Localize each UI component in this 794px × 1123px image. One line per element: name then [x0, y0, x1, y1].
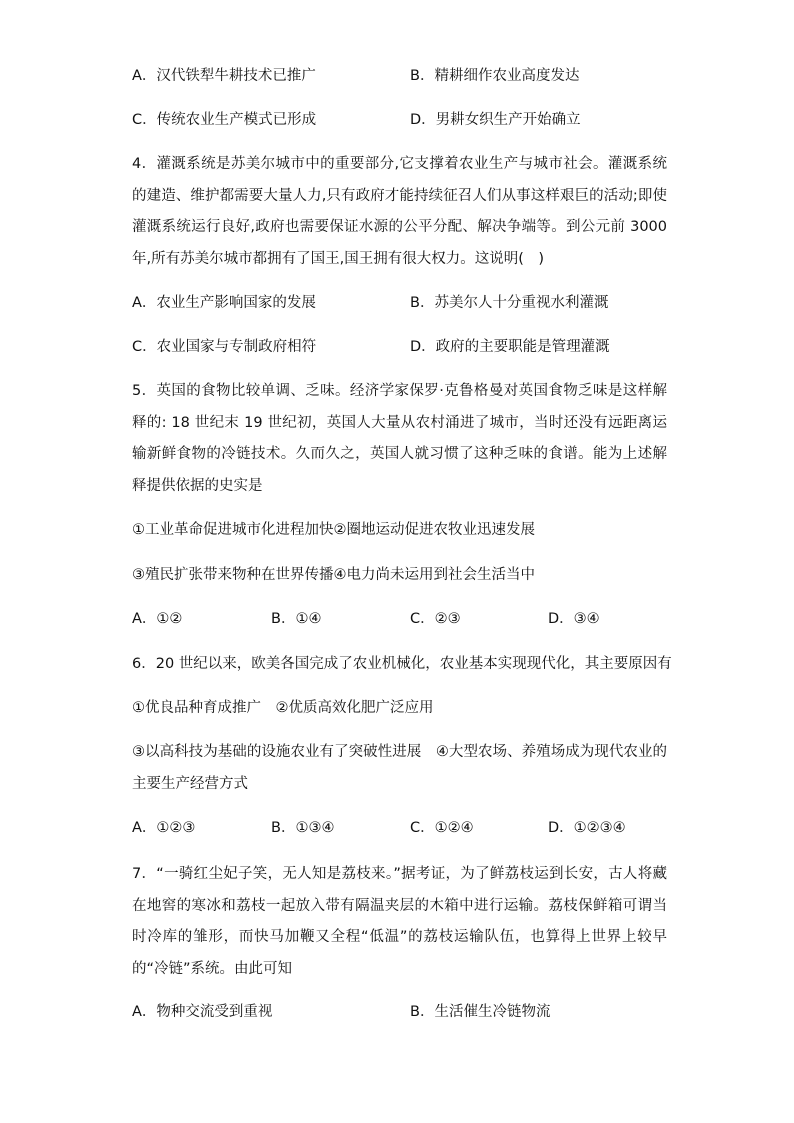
q5-option-d[interactable]: D．③④: [548, 611, 600, 627]
q7-option-a[interactable]: A．物种交流受到重视: [132, 1004, 273, 1020]
q6-stem: 6．20 世纪以来，欧美各国完成了农业机械化，农业基本实现现代化，其主要原因有: [132, 656, 672, 672]
q7-option-b[interactable]: B．生活催生冷链物流: [410, 1004, 551, 1020]
q5-option-b[interactable]: B．①④: [271, 611, 322, 627]
q3-option-a[interactable]: A．汉代铁犁牛耕技术已推广: [132, 68, 316, 84]
q6-option-c[interactable]: C．①②④: [410, 820, 474, 836]
q3-option-b[interactable]: B．精耕细作农业高度发达: [410, 68, 580, 84]
q6-items-line2: ③以高科技为基础的设施农业有了突破性进展 ④大型农场、养殖场成为现代农业的主要生产经营方式: [132, 744, 667, 792]
q3-option-d[interactable]: D．男耕女织生产开始确立: [410, 112, 581, 128]
q5-option-c[interactable]: C．②③: [410, 611, 461, 627]
q4-option-b[interactable]: B．苏美尔人十分重视水利灌溉: [410, 295, 609, 311]
q5-items-line2: ③殖民扩张带来物种在世界传播④电力尚未运用到社会生活当中: [132, 567, 535, 583]
q6-items-line1: ①优良品种育成推广 ②优质高效化肥广泛应用: [132, 700, 434, 716]
q5-items-line1: ①工业革命促进城市化进程加快②圈地运动促进农牧业迅速发展: [132, 522, 535, 538]
q6-option-a[interactable]: A．①②③: [132, 820, 196, 836]
q4-option-a[interactable]: A．农业生产影响国家的发展: [132, 295, 316, 311]
q7-stem: 7．“一骑红尘妃子笑，无人知是荔枝来。”据考证，为了鲜荔枝运到长安，古人将藏在地窖的寒冰和荔枝一起放入带有隔温夹层的木箱中进行运输。荔枝保鲜箱可谓当时冷库的雏形，而快马加鞭又全程“低温”的荔枝运输队伍，也算得上世界上较早的“冷链”系统。由此可知: [132, 866, 667, 977]
q6-option-b[interactable]: B．①③④: [271, 820, 335, 836]
q6-option-d[interactable]: D．①②③④: [548, 820, 626, 836]
q5-option-a[interactable]: A．①②: [132, 611, 183, 627]
q4-stem: 4．灌溉系统是苏美尔城市中的重要部分,它支撑着农业生产与城市社会。灌溉系统的建造、维护都需要大量人力,只有政府才能持续征召人们从事这样艰巨的活动;即使灌溉系统运行良好,政府也需要保证水源的公平分配、解决争端等。到公元前 3000 年,所有苏美尔城市都拥有了国王,国王拥有很大权力。这说明( ): [132, 156, 667, 267]
q4-option-d[interactable]: D．政府的主要职能是管理灌溉: [410, 339, 610, 355]
q4-option-c[interactable]: C．农业国家与专制政府相符: [132, 339, 317, 355]
q5-stem: 5．英国的食物比较单调、乏味。经济学家保罗·克鲁格曼对英国食物乏味是这样解释的: 18 世纪末 19 世纪初，英国人大量从农村涌进了城市，当时还没有远距离运输新鲜食物的冷链技术。久而久之，英国人就习惯了这种乏味的食谱。能为上述解释提供依据的史实是: [132, 383, 667, 494]
q3-option-c[interactable]: C．传统农业生产模式已形成: [132, 112, 317, 128]
